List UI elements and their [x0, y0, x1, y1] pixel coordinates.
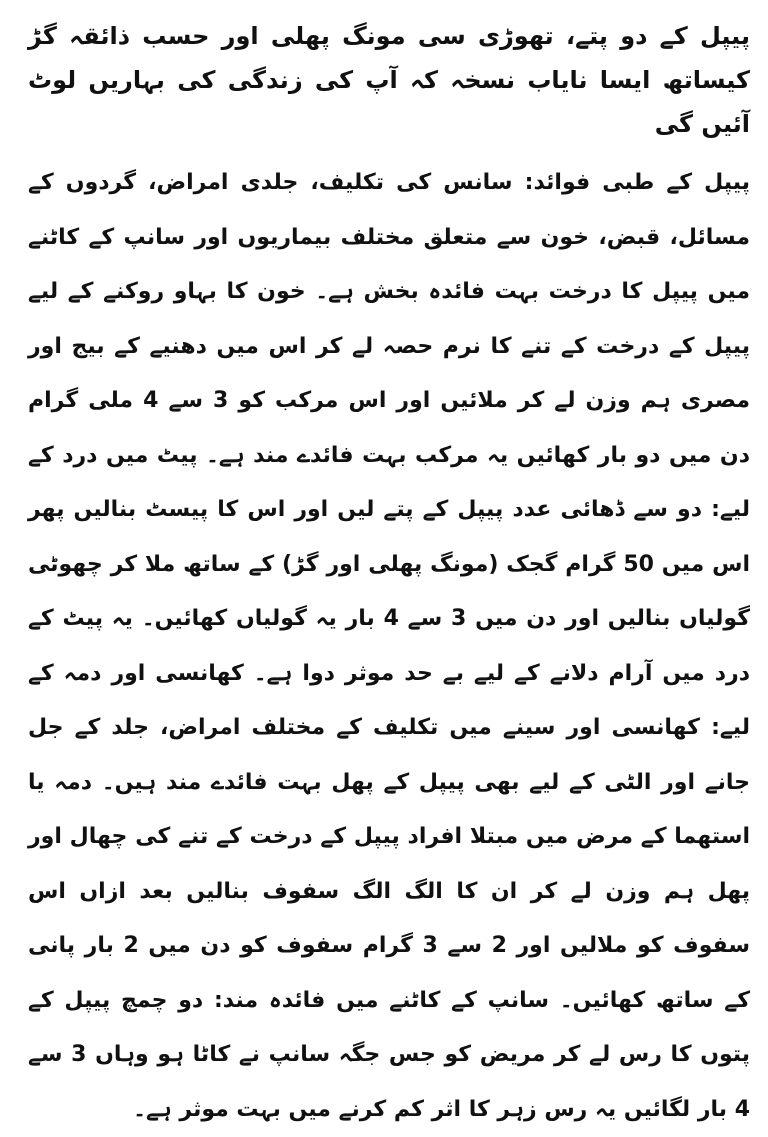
- article: [28, 14, 750, 1137]
- article-headline: پیپل کے دو پتے، تھوڑی سی مونگ پھلی اور حسب ذائقہ گڑ کیساتھ ایسا نایاب نسخہ کہ آپ کی زندگی کی بہاریں لوٹ آئیں گی: [28, 22, 750, 138]
- article-body: پیپل کے طبی فوائد: سانس کی تکلیف، جلدی امراض، گردوں کے مسائل، قبض، خون سے متعلق مختلف بیماریوں اور سانپ کے کاٹنے میں پیپل کا درخت بہت فائدہ بخش ہے۔ خون کا بہاو روکنے کے لیے پیپل کے درخت کے تنے کا نرم حصہ لے کر اس میں دھنیے کے بیج اور مصری ہم وزن لے کر ملائیں اور اس مرکب کو 3 سے 4 ملی گرام دن میں دو بار کھائیں یہ مرکب بہت فائدے مند ہے۔ پیٹ میں درد کے لیے: دو سے ڈھائی عدد پیپل کے پتے لیں اور اس کا پیسٹ بنالیں پھر اس میں 50 گرام گجک (مونگ پھلی اور گڑ) کے ساتھ ملا کر چھوٹی گولیاں بنالیں اور دن میں 3 سے 4 بار یہ گولیاں کھائیں۔ یہ پیٹ کے درد میں آرام دلانے کے لیے بے حد موثر دوا ہے۔ کھانسی اور دمہ کے لیے: کھانسی اور سینے میں تکلیف کے مختلف امراض، جلد کے جل جانے اور الٹی کے لیے بھی پیپل کے پھل بہت فائدے مند ہیں۔ دمہ یا استھما کے مرض میں مبتلا افراد پیپل کے درخت کے تنے کی چھال اور پھل ہم وزن لے کر ان کا الگ الگ سفوف بنالیں بعد ازاں اس سفوف کو ملالیں اور 2 سے 3 گرام سفوف کو دن میں 2 بار پانی کے ساتھ کھائیں۔ سانپ کے کاٹنے میں فائدہ مند: دو چمچ پیپل کے پتوں کا رس لے کر مریض کو جس جگہ سانپ نے کاٹا ہو وہاں 3 سے 4 بار لگائیں یہ رس زہر کا اثر کم کرنے میں بہت موثر ہے۔: [28, 170, 751, 1122]
